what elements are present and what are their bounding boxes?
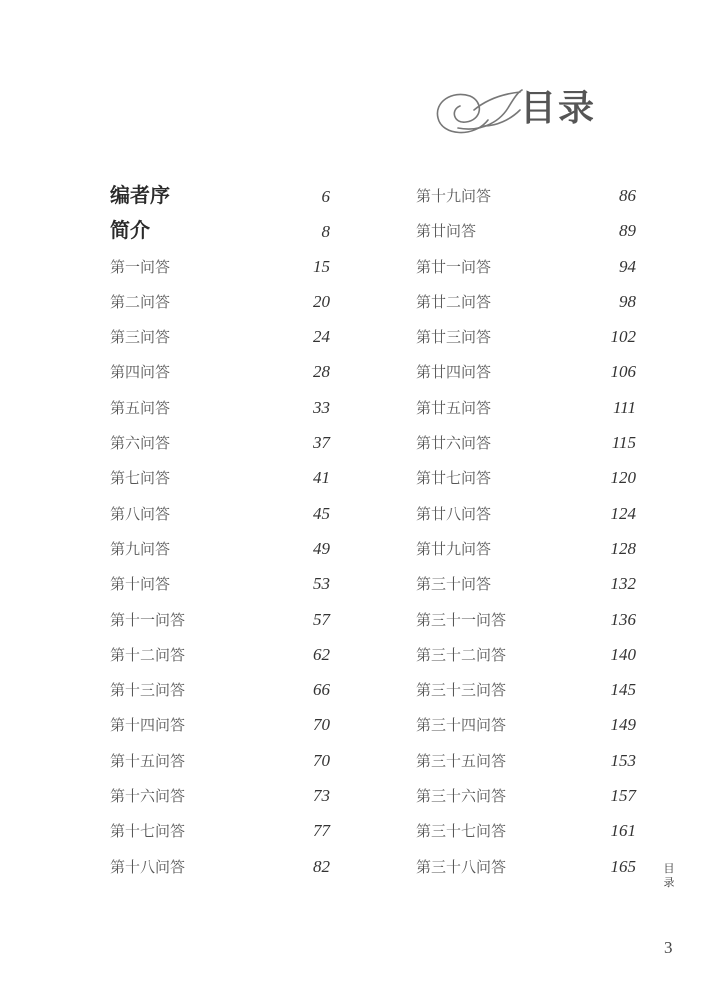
toc-entry[interactable]: [416, 778, 636, 813]
toc-entry-label: 第廿二问答: [416, 292, 492, 311]
toc-entry-label: 编者序: [110, 183, 170, 207]
toc-entry[interactable]: [110, 743, 330, 778]
toc-entry-label: 第十一问答: [110, 610, 186, 629]
toc-entry-label: 第一问答: [110, 257, 171, 276]
toc-entry[interactable]: [416, 637, 636, 672]
toc-entry-label: 第廿六问答: [416, 434, 492, 453]
toc-entry[interactable]: [110, 425, 330, 460]
toc-entry[interactable]: [110, 778, 330, 813]
toc-entry-label: 第八问答: [110, 504, 171, 523]
toc-entry-label: 第廿四问答: [416, 363, 492, 382]
toc-entry[interactable]: [416, 249, 636, 284]
toc-entry-page: 66: [313, 680, 330, 700]
toc-entry-page: 82: [313, 856, 330, 876]
toc-entry-page: 157: [610, 786, 636, 806]
toc-entry[interactable]: [110, 707, 330, 742]
toc-entry[interactable]: [110, 319, 330, 354]
toc-entry-label: 第三问答: [110, 328, 171, 347]
toc-entry-label: 第廿七问答: [416, 469, 492, 488]
toc-entry-page: 57: [313, 609, 330, 629]
toc-entry-page: 8: [321, 222, 330, 242]
toc-entry[interactable]: [110, 354, 330, 389]
toc-entry[interactable]: [416, 813, 636, 848]
toc-entry-label: 第三十六问答: [416, 787, 507, 806]
toc-entry-label: 第七问答: [110, 469, 171, 488]
toc-entry[interactable]: [110, 531, 330, 566]
toc-entry-page: 20: [313, 291, 330, 311]
toc-entry[interactable]: [110, 284, 330, 319]
toc-entry-page: 70: [313, 750, 330, 770]
toc-column-right: [416, 178, 636, 884]
toc-entry-label: 第十六问答: [110, 787, 186, 806]
toc-entry-label: 第廿问答: [416, 222, 477, 241]
toc-entry-label: 第五问答: [110, 398, 171, 417]
toc-entry-page: 115: [611, 433, 636, 453]
toc-entry-label: 第十九问答: [416, 187, 492, 205]
toc-entry-page: 28: [313, 362, 330, 382]
toc-entry[interactable]: [416, 849, 636, 884]
swirl-ornament-icon: [428, 80, 524, 140]
toc-entry-page: 145: [610, 680, 636, 700]
toc-entry-page: 45: [313, 503, 330, 523]
toc-entry-label: 第三十三问答: [416, 681, 507, 700]
toc-entry-label: 第廿九问答: [416, 539, 492, 558]
toc-entry-page: 15: [313, 256, 330, 276]
toc-entry-page: 149: [610, 715, 636, 735]
toc-entry[interactable]: [110, 390, 330, 425]
toc-entry[interactable]: [416, 566, 636, 601]
toc-entry-label: 第三十问答: [416, 575, 492, 594]
toc-entry-label: 第二问答: [110, 292, 171, 311]
toc-entry-label: 第廿五问答: [416, 398, 492, 417]
toc-entry-page: 111: [613, 397, 636, 417]
toc-entry-label: 简介: [110, 218, 150, 243]
toc-entry[interactable]: [416, 354, 636, 389]
toc-column-left: [110, 178, 330, 884]
toc-entry[interactable]: [110, 813, 330, 848]
toc-entry[interactable]: [416, 531, 636, 566]
toc-entry[interactable]: [110, 496, 330, 531]
toc-entry-label: 第四问答: [110, 363, 171, 382]
page-title: 目录: [520, 88, 597, 129]
toc-entry-page: 153: [610, 750, 636, 770]
toc-entry-label: 第三十一问答: [416, 610, 507, 629]
toc-entry-label: 第三十七问答: [416, 822, 507, 841]
toc-entry-page: 49: [313, 538, 330, 558]
toc-entry[interactable]: [416, 602, 636, 637]
toc-entry[interactable]: [110, 213, 330, 248]
toc-entry-label: 第廿八问答: [416, 504, 492, 523]
toc-entry-label: 第六问答: [110, 434, 171, 453]
toc-entry-label: 第三十二问答: [416, 645, 507, 664]
toc-entry-label: 第三十四问答: [416, 716, 507, 735]
toc-entry-page: 6: [321, 187, 330, 206]
toc-entry-page: 128: [610, 538, 636, 558]
toc-entry[interactable]: [416, 672, 636, 707]
side-tab-char: 录: [663, 876, 675, 889]
toc-entry-page: 24: [313, 327, 330, 347]
toc-header: [428, 72, 628, 144]
toc-entry-page: 70: [313, 715, 330, 735]
toc-entry-page: 132: [610, 574, 636, 594]
toc-entry-page: 77: [313, 821, 330, 841]
toc-entry[interactable]: [416, 319, 636, 354]
toc-entry-label: 第三十八问答: [416, 857, 507, 876]
toc-entry-label: 第廿一问答: [416, 257, 492, 276]
toc-entry-page: 165: [610, 856, 636, 876]
toc-entry-label: 第十八问答: [110, 857, 186, 876]
toc-entry[interactable]: [110, 566, 330, 601]
toc-entry-label: 第三十五问答: [416, 751, 507, 770]
toc-entry-page: 106: [610, 362, 636, 382]
toc-entry-page: 161: [610, 821, 636, 841]
toc-entry-page: 41: [313, 468, 330, 488]
toc-entry-page: 53: [313, 574, 330, 594]
side-tab-char: 目: [663, 862, 675, 875]
toc-entry-page: 98: [619, 291, 636, 311]
toc-entry[interactable]: [110, 460, 330, 495]
toc-entry-label: 第十问答: [110, 575, 171, 594]
toc-entry-label: 第十五问答: [110, 751, 186, 770]
toc-entry-page: 140: [610, 644, 636, 664]
toc-entry-label: 第十七问答: [110, 822, 186, 841]
toc-entry-page: 136: [610, 609, 636, 629]
toc-entry-page: 120: [610, 468, 636, 488]
toc-entry-page: 86: [619, 186, 636, 205]
toc-entry-page: 94: [619, 256, 636, 276]
toc-entry[interactable]: [416, 213, 636, 248]
toc-entry[interactable]: [110, 672, 330, 707]
toc-entry[interactable]: [110, 178, 330, 213]
toc-entry[interactable]: [416, 284, 636, 319]
page-number: 3: [664, 938, 673, 957]
toc-entry-label: 第十二问答: [110, 645, 186, 664]
toc-entry-label: 第廿三问答: [416, 328, 492, 347]
toc-entry-label: 第十三问答: [110, 681, 186, 700]
toc-entry-page: 33: [313, 397, 330, 417]
toc-entry[interactable]: [416, 178, 636, 213]
toc-entry-page: 62: [313, 644, 330, 664]
toc-entry-page: 73: [313, 786, 330, 806]
toc-entry[interactable]: [416, 496, 636, 531]
toc-entry-label: 第十四问答: [110, 716, 186, 735]
toc-entry[interactable]: [110, 637, 330, 672]
toc-entry-label: 第九问答: [110, 539, 171, 558]
toc-entry-page: 89: [619, 221, 636, 241]
toc-entry[interactable]: [416, 743, 636, 778]
toc-entry-page: 37: [313, 433, 330, 453]
toc-entry-page: 102: [610, 327, 636, 347]
toc-entry[interactable]: [416, 425, 636, 460]
toc-entry[interactable]: [110, 849, 330, 884]
toc-entry-page: 124: [610, 503, 636, 523]
toc-entry[interactable]: [110, 249, 330, 284]
toc-entry[interactable]: [416, 707, 636, 742]
side-tab: [662, 862, 676, 890]
toc-entry[interactable]: [110, 602, 330, 637]
toc-entry[interactable]: [416, 460, 636, 495]
toc-entry[interactable]: [416, 390, 636, 425]
